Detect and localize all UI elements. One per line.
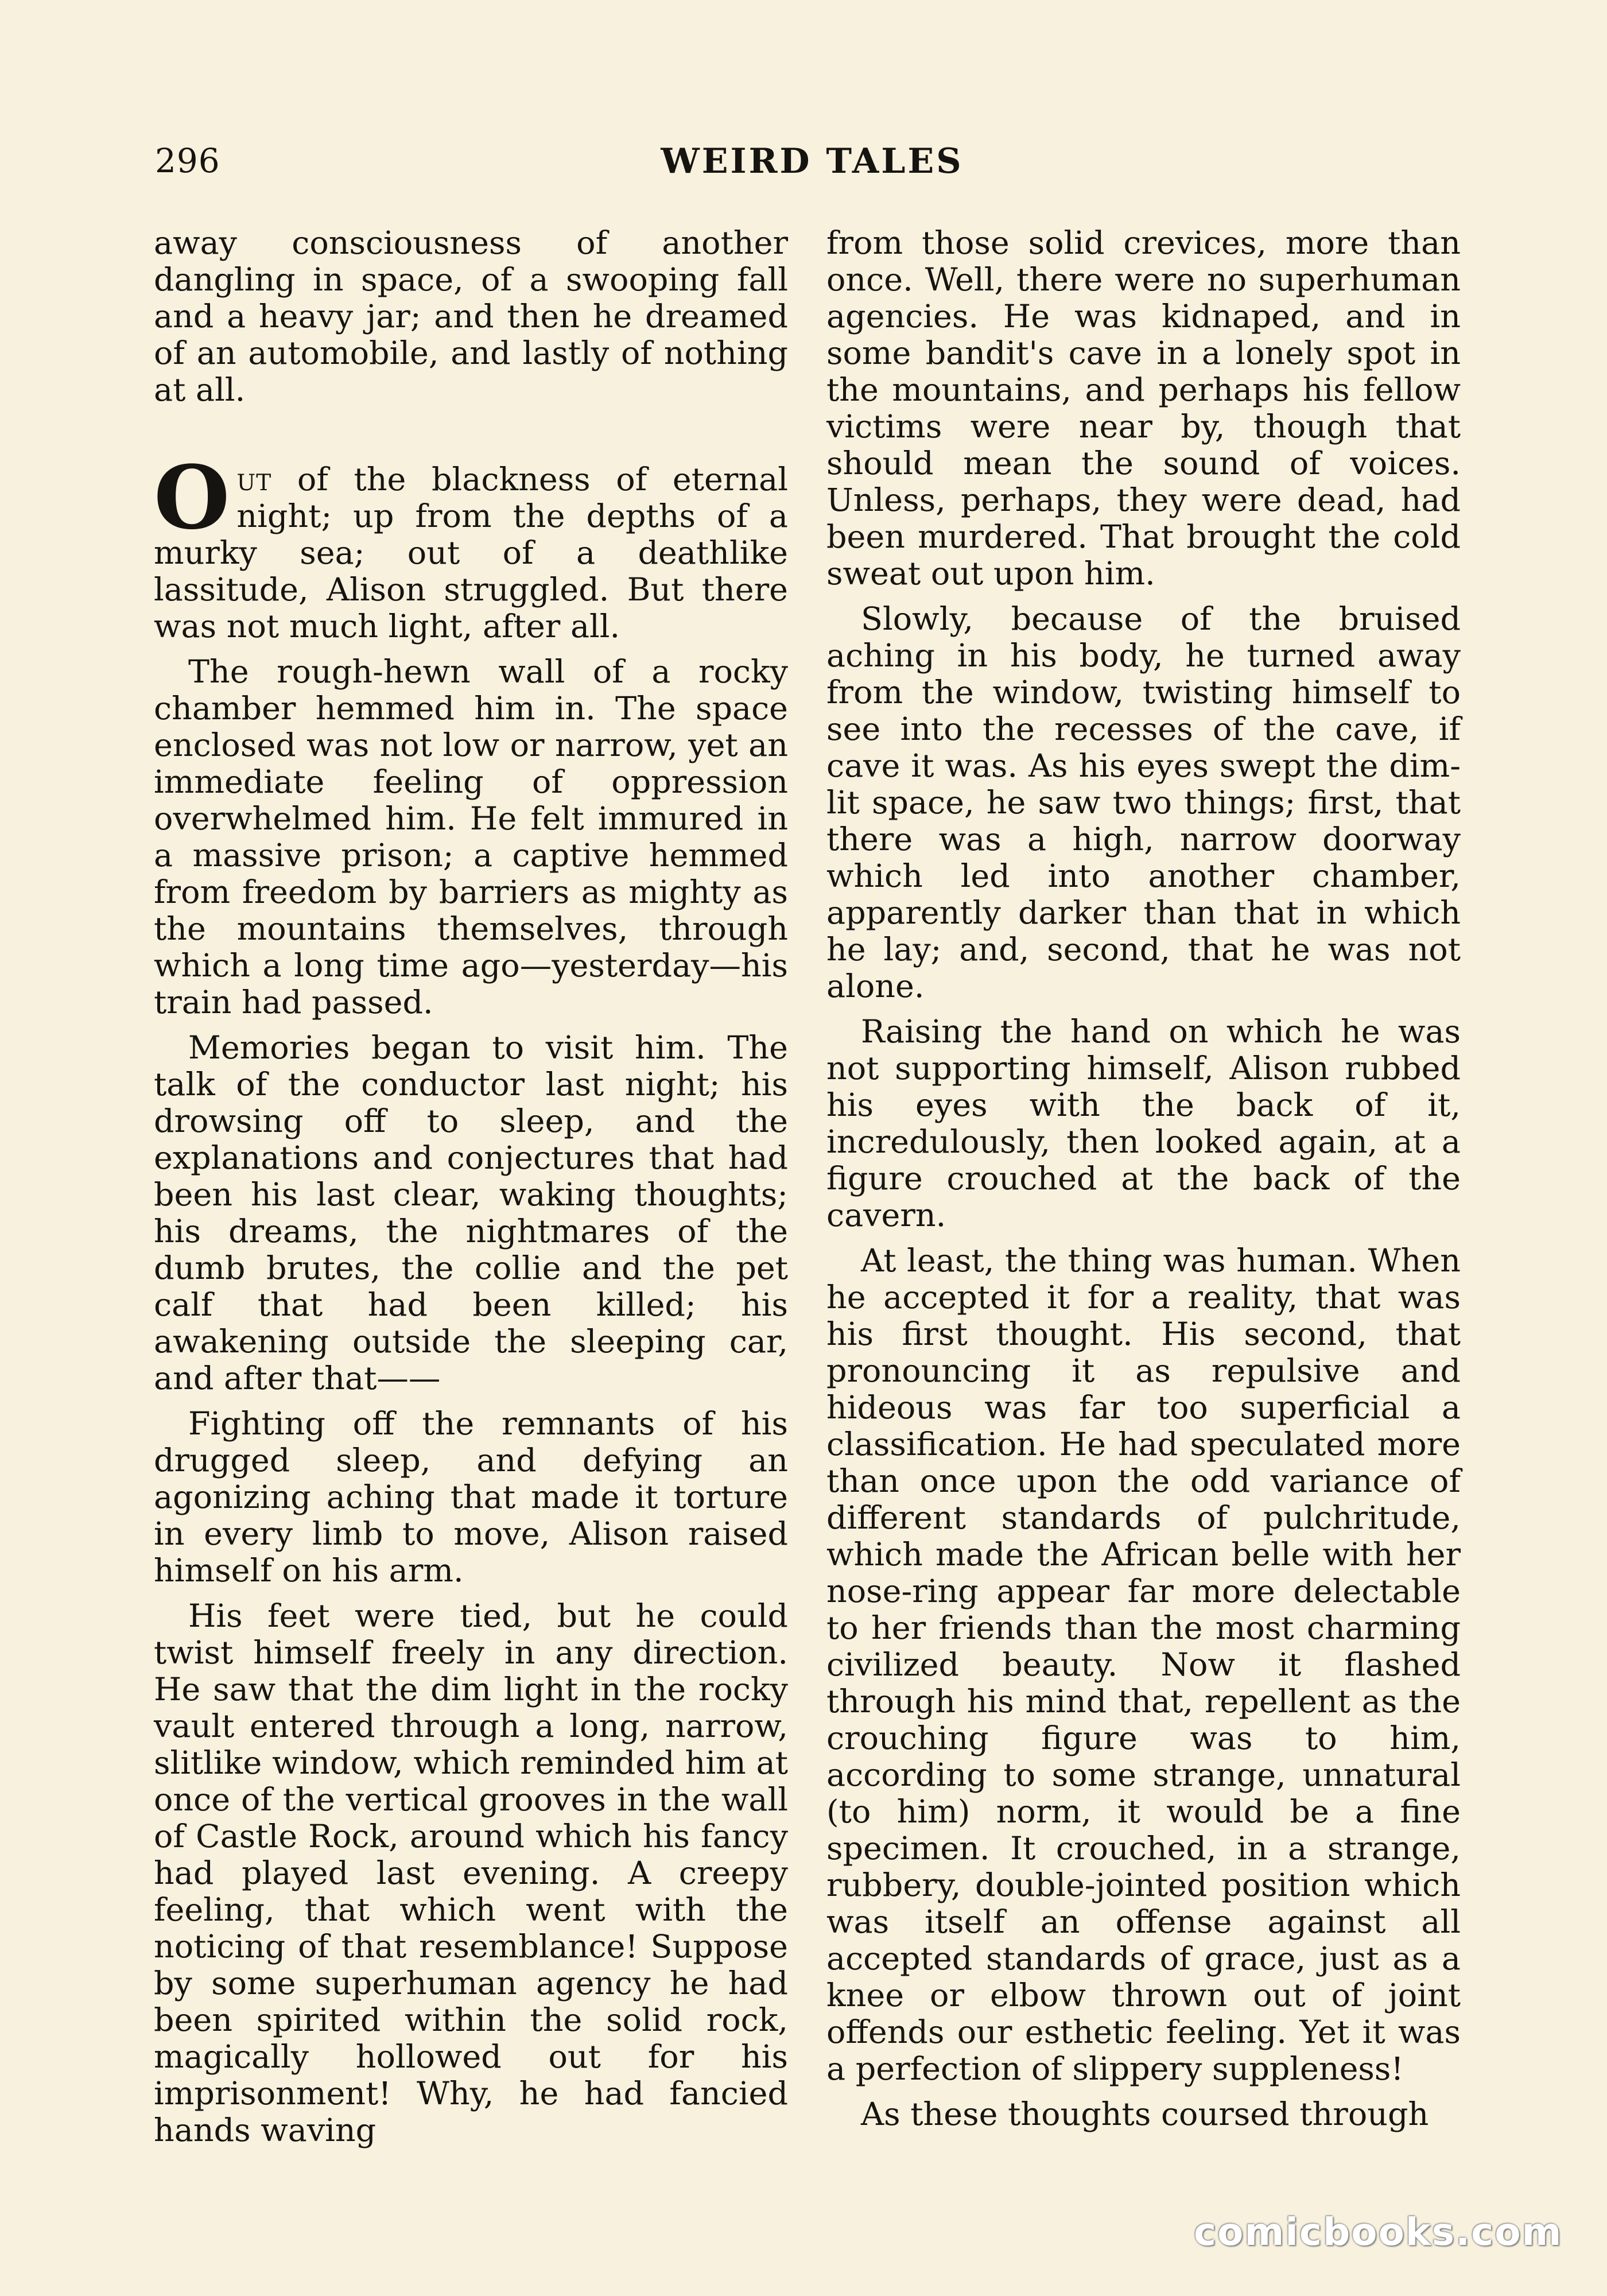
paragraph: Memories began to visit him. The talk of the conductor last night; his drowsing off to sleep, and the explanations and conjectures that had been his last clear, waking thoughts; his dreams, the nightmares of the dumb brutes, the collie and the pet calf that had been killed; his awakening outside the sleeping car, and after that—— [154,1029,788,1397]
paragraph: The rough-hewn wall of a rocky chamber hemmed him in. The space enclosed was not low or narrow, yet an immediate feeling of oppression overwhelmed him. He felt immured in a massive prison; a captive hemmed from freedom by barriers as mighty as the mountains themselves, through which a long time ago—yesterday—his train had passed. [154,653,788,1021]
small-caps-lead: ut [236,461,272,498]
running-head: WEIRD TALES [661,141,964,181]
paragraph: As these thoughts coursed through [861,2096,1429,2133]
paragraph: Slowly, because of the bruised aching in his body, he turned away from the window, twisting himself to see into the recesses of the cave, if cave it was. As his eyes swept the dim-lit space, he saw two things; first, that there was a high, narrow doorway which led into another chamber, apparently darker than that in which he lay; and, second, that he was not alone. [826,600,1461,1005]
page-number: 296 [155,141,220,180]
paragraph: At least, the thing was human. When he accepted it for a reality, that was his first thought. His second, that pronouncing it as repulsive and hideous was far too superficial a classification. He had speculated more than once upon the odd variance of different standards of pulchritude, which made the African belle with her nose-ring appear far more delectable to her friends than the most charming civilized beauty. Now it flashed through his mind that, repellent as the crouching figure was to him, according to some strange, unnatural (to him) norm, it would be a fine specimen. It crouched, in a strange, rubbery, double-jointed position which was itself an offense against all accepted standards of grace, just as a knee or elbow thrown out of joint offends our esthetic feeling. Yet it was a perfection of slippery suppleness! [826,1242,1461,2088]
paragraph: Raising the hand on which he was not supporting himself, Alison rubbed his eyes with the back of it, incredulously, then looked again, at a figure crouched at the back of the cavern. [826,1013,1461,1234]
watermark: comicbooks.com [1194,2210,1563,2254]
paragraph: away consciousness of another dangling in space, of a swooping fall and a heavy jar; and then he dreamed of an automobile, and lastly of nothing at all. [154,224,788,409]
left-column [154,225,788,2154]
page-header [155,141,1469,193]
right-column [826,225,1461,2154]
paragraph-text: of the blackness of eternal night; up from the depths of a murky sea; out of a deathlike lassitude, Alison struggled. But there was not much light, after all. [154,461,788,645]
paragraph: His feet were tied, but he could twist himself freely in any direction. He saw that the dim light in the rocky vault entered through a long, narrow, slitlike window, which reminded him at once of the vertical grooves in the wall of Castle Rock, around which his fancy had played last evening. A creepy feeling, that which went with the noticing of that resemblance! Suppose by some superhuman agency he had been spirited within the solid rock, magically hollowed out for his imprisonment! Why, he had fancied hands waving [154,1597,788,2149]
paragraph: Fighting off the remnants of his drugged sleep, and defying an agonizing aching that made it torture in every limb to move, Alison raised himself on his arm. [154,1405,788,1589]
paragraph: from those solid crevices, more than once. Well, there were no superhuman agencies. He was kidnaped, and in some bandit's cave in a lonely spot in the mountains, and perhaps his fellow victims were near by, though that should mean the sound of voices. Unless, perhaps, they were dead, had been murdered. That brought the cold sweat out upon him. [826,224,1461,592]
drop-cap: O [154,446,230,549]
section-opening-paragraph [154,446,788,645]
